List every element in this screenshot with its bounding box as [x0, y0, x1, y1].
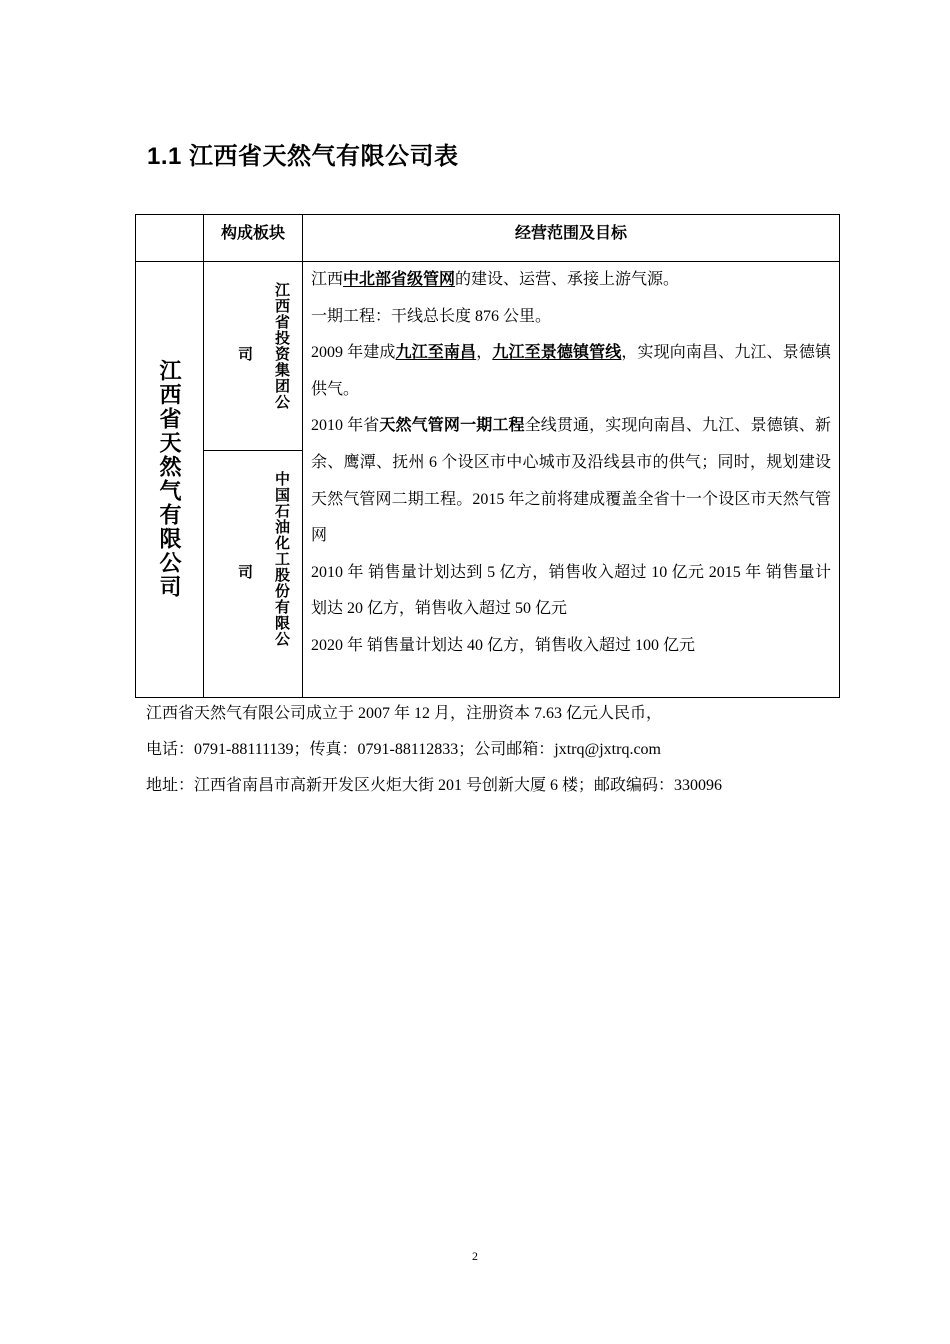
- header-scope-label: 经营范围及目标: [514, 225, 627, 242]
- founding-info: 江西省天然气有限公司成立于 2007 年 12 月，注册资本 7.63 亿元人民币，: [146, 705, 663, 722]
- scope-line-3: 2009 年建成九江至南昌，九江至景德镇管线，实现向南昌、九江、景德镇供气。: [311, 344, 831, 398]
- scope-line-2: 一期工程：干线总长度 876 公里。: [311, 307, 552, 325]
- scope-line-1: 江西中北部省级管网的建设、运营、承接上游气源。: [311, 271, 680, 288]
- segment-2-tail: 司: [236, 564, 253, 580]
- company-cell: [136, 262, 204, 698]
- address-info: 地址：江西省南昌市高新开发区火炬大街 201 号创新大厦 6 楼；邮政编码：330096: [146, 777, 723, 794]
- header-segment: [204, 215, 303, 262]
- page-title: 1.1 江西省天然气有限公司表: [147, 143, 459, 170]
- segment-2-name: 中国石油化工股份有限公: [273, 471, 290, 647]
- header-scope: [303, 215, 840, 262]
- company-table: [135, 214, 840, 698]
- segment-1-tail: 司: [236, 346, 253, 362]
- scope-text: [303, 262, 839, 665]
- page-number: 2: [472, 1249, 478, 1263]
- segment-cell-2: [204, 451, 303, 698]
- company-name: 江西省天然气有限公司: [157, 359, 182, 599]
- scope-line-6: 2020 年 销售量计划达 40 亿方，销售收入超过 100 亿元: [311, 636, 696, 654]
- header-empty-cell: [136, 215, 204, 262]
- scope-line-5: 2010 年 销售量计划达到 5 亿方，销售收入超过 10 亿元 2015 年 销售量计划达 20 亿方，销售收入超过 50 亿元: [311, 563, 831, 618]
- contact-info: 电话：0791-88111139；传真：0791-88112833；公司邮箱：jxtrq@jxtrq.com: [146, 741, 662, 758]
- scope-cell: [303, 262, 840, 698]
- header-segment-label: 构成板块: [220, 225, 285, 242]
- segment-cell-1: [204, 262, 303, 451]
- scope-line-4: 2010 年省天然气管网一期工程全线贯通，实现向南昌、九江、景德镇、新余、鹰潭、抚州 6 个设区市中心城市及沿线县市的供气；同时，规划建设天然气管网二期工程。2015 年之前将建成覆盖全省十一个设区市天然气管网: [311, 417, 831, 545]
- segment-1-name: 江西省投资集团公: [273, 282, 290, 410]
